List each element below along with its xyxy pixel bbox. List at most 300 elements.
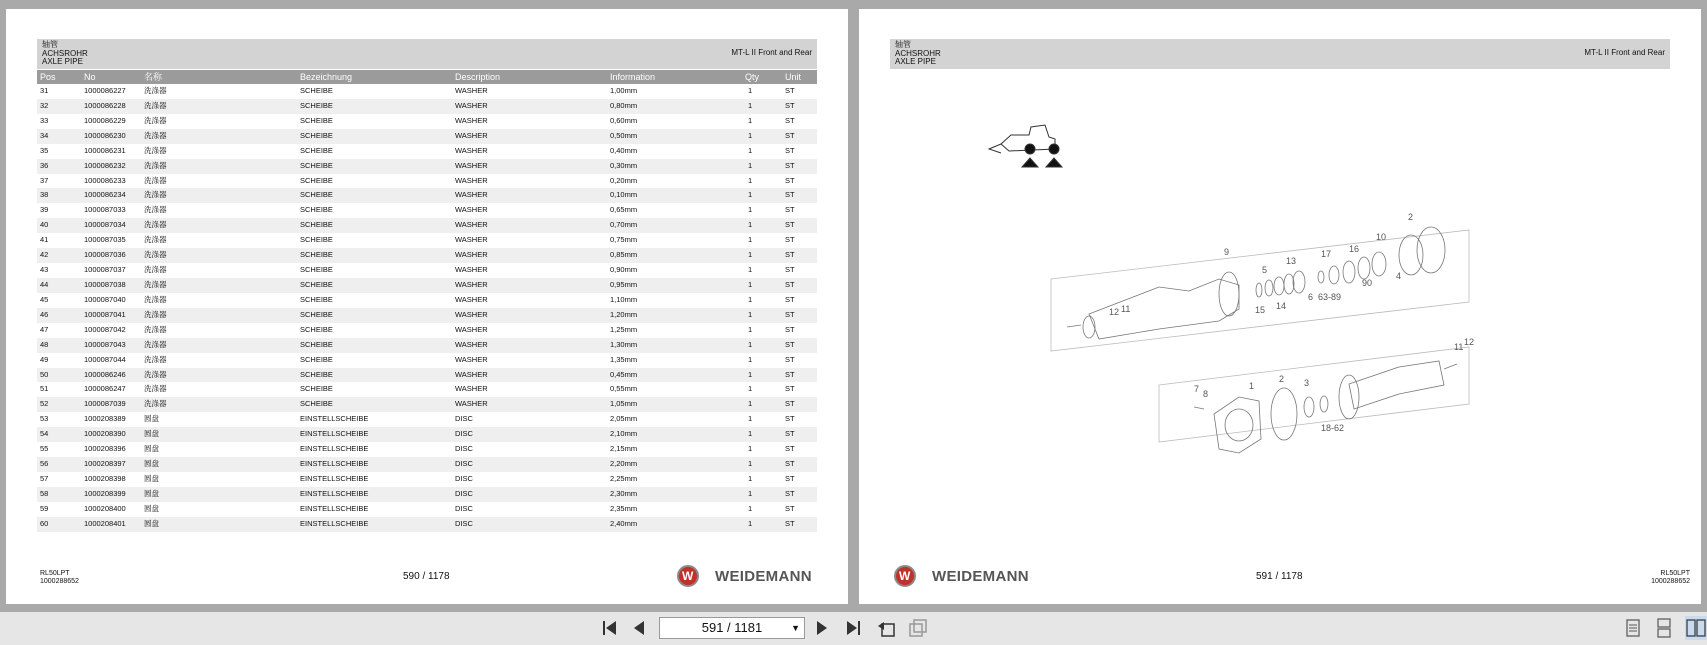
cell-information: 2,10mm bbox=[610, 429, 638, 439]
cell-description: WASHER bbox=[455, 145, 488, 155]
chevron-down-icon[interactable]: ▼ bbox=[791, 623, 800, 633]
cell-unit: ST bbox=[785, 473, 795, 483]
cell-qty: 1 bbox=[748, 429, 753, 439]
cell-description: WASHER bbox=[455, 369, 488, 379]
cell-qty: 1 bbox=[748, 294, 753, 304]
cell-unit: ST bbox=[785, 160, 795, 170]
cell-name-cn: 洗涤器 bbox=[144, 354, 167, 364]
cell-bezeichnung: EINSTELLSCHEIBE bbox=[300, 503, 369, 513]
cell-unit: ST bbox=[785, 100, 795, 110]
header-title-en: AXLE PIPE bbox=[42, 57, 83, 66]
cell-information: 0,45mm bbox=[610, 369, 638, 379]
callout: 1 bbox=[1249, 381, 1255, 391]
cell-pos: 47 bbox=[40, 324, 49, 334]
cell-description: WASHER bbox=[455, 160, 488, 170]
cell-description: WASHER bbox=[455, 175, 488, 185]
cell-pos: 43 bbox=[40, 265, 49, 275]
cell-qty: 1 bbox=[748, 369, 753, 379]
cell-pos: 54 bbox=[40, 429, 49, 439]
cell-qty: 1 bbox=[748, 235, 753, 245]
cell-pos: 48 bbox=[40, 339, 49, 349]
cell-description: WASHER bbox=[455, 250, 488, 260]
cell-part-no: 1000208390 bbox=[84, 429, 126, 439]
cell-bezeichnung: SCHEIBE bbox=[300, 324, 333, 334]
callout-labels bbox=[859, 9, 1701, 604]
cell-name-cn: 圆盘 bbox=[144, 414, 159, 424]
cell-bezeichnung: SCHEIBE bbox=[300, 354, 333, 364]
cell-part-no: 1000208401 bbox=[84, 518, 126, 528]
cell-bezeichnung: EINSTELLSCHEIBE bbox=[300, 459, 369, 469]
cell-qty: 1 bbox=[748, 459, 753, 469]
cell-part-no: 1000086228 bbox=[84, 100, 126, 110]
cell-bezeichnung: SCHEIBE bbox=[300, 384, 333, 394]
single-page-view-icon[interactable] bbox=[1623, 618, 1643, 638]
cell-description: WASHER bbox=[455, 130, 488, 140]
cell-description: DISC bbox=[455, 473, 473, 483]
cell-description: WASHER bbox=[455, 384, 488, 394]
cell-pos: 51 bbox=[40, 384, 49, 394]
cell-name-cn: 圆盘 bbox=[144, 518, 159, 528]
cell-unit: ST bbox=[785, 324, 795, 334]
table-row bbox=[37, 308, 817, 323]
cell-bezeichnung: SCHEIBE bbox=[300, 339, 333, 349]
cell-description: WASHER bbox=[455, 190, 488, 200]
cell-name-cn: 洗涤器 bbox=[144, 130, 167, 140]
col-pos: Pos bbox=[40, 72, 56, 82]
previous-page-icon[interactable] bbox=[629, 618, 649, 638]
cell-bezeichnung: SCHEIBE bbox=[300, 399, 333, 409]
header-title-cn: 轴管 bbox=[895, 40, 911, 49]
cell-bezeichnung: SCHEIBE bbox=[300, 235, 333, 245]
cell-information: 0,50mm bbox=[610, 130, 638, 140]
cell-part-no: 1000086230 bbox=[84, 130, 126, 140]
cell-pos: 41 bbox=[40, 235, 49, 245]
table-row bbox=[37, 502, 817, 517]
cell-name-cn: 洗涤器 bbox=[144, 115, 167, 125]
cell-pos: 34 bbox=[40, 130, 49, 140]
cell-information: 0,60mm bbox=[610, 115, 638, 125]
cell-name-cn: 洗涤器 bbox=[144, 220, 167, 230]
table-row bbox=[37, 442, 817, 457]
col-name-cn: 名称 bbox=[144, 72, 163, 82]
cell-qty: 1 bbox=[748, 160, 753, 170]
last-page-icon[interactable] bbox=[843, 618, 863, 638]
header-assembly: MT-L II Front and Rear bbox=[1584, 48, 1665, 57]
cell-description: DISC bbox=[455, 459, 473, 469]
cell-description: DISC bbox=[455, 414, 473, 424]
cell-part-no: 1000087034 bbox=[84, 220, 126, 230]
cell-bezeichnung: SCHEIBE bbox=[300, 115, 333, 125]
cell-pos: 32 bbox=[40, 100, 49, 110]
header-title-en: AXLE PIPE bbox=[895, 57, 936, 66]
cell-information: 0,55mm bbox=[610, 384, 638, 394]
cell-information: 2,05mm bbox=[610, 414, 638, 424]
cell-information: 2,30mm bbox=[610, 488, 638, 498]
cell-bezeichnung: SCHEIBE bbox=[300, 190, 333, 200]
cell-part-no: 1000087035 bbox=[84, 235, 126, 245]
go-back-view-icon[interactable] bbox=[876, 618, 896, 638]
callout: 15 bbox=[1255, 305, 1266, 315]
cell-qty: 1 bbox=[748, 354, 753, 364]
cell-unit: ST bbox=[785, 384, 795, 394]
cell-qty: 1 bbox=[748, 115, 753, 125]
cell-description: WASHER bbox=[455, 309, 488, 319]
cell-bezeichnung: SCHEIBE bbox=[300, 279, 333, 289]
table-row bbox=[37, 517, 817, 532]
cell-part-no: 1000087042 bbox=[84, 324, 126, 334]
cell-information: 1,10mm bbox=[610, 294, 638, 304]
cell-information: 2,25mm bbox=[610, 473, 638, 483]
cell-name-cn: 圆盘 bbox=[144, 488, 159, 498]
cell-name-cn: 洗涤器 bbox=[144, 399, 167, 409]
cell-qty: 1 bbox=[748, 488, 753, 498]
footer-doc-no: 1000288652 bbox=[40, 578, 79, 585]
cell-unit: ST bbox=[785, 429, 795, 439]
cell-pos: 50 bbox=[40, 369, 49, 379]
table-row bbox=[37, 99, 817, 114]
table-row bbox=[37, 159, 817, 174]
cell-name-cn: 洗涤器 bbox=[144, 250, 167, 260]
cell-qty: 1 bbox=[748, 175, 753, 185]
cell-information: 2,35mm bbox=[610, 503, 638, 513]
table-row bbox=[37, 382, 817, 397]
page-number-input[interactable] bbox=[659, 617, 805, 639]
cell-name-cn: 洗涤器 bbox=[144, 324, 167, 334]
cell-information: 1,25mm bbox=[610, 324, 638, 334]
cell-part-no: 1000086246 bbox=[84, 369, 126, 379]
cell-unit: ST bbox=[785, 250, 795, 260]
table-row bbox=[37, 263, 817, 278]
col-unit: Unit bbox=[785, 72, 802, 82]
cell-name-cn: 洗涤器 bbox=[144, 86, 167, 95]
cell-unit: ST bbox=[785, 414, 795, 424]
cell-name-cn: 洗涤器 bbox=[144, 384, 167, 394]
cell-description: WASHER bbox=[455, 339, 488, 349]
cell-description: DISC bbox=[455, 444, 473, 454]
cell-unit: ST bbox=[785, 205, 795, 215]
cell-information: 0,85mm bbox=[610, 250, 638, 260]
cell-bezeichnung: SCHEIBE bbox=[300, 265, 333, 275]
cell-qty: 1 bbox=[748, 190, 753, 200]
cell-name-cn: 圆盘 bbox=[144, 429, 159, 439]
cell-description: WASHER bbox=[455, 100, 488, 110]
table-row bbox=[37, 144, 817, 159]
cell-bezeichnung: SCHEIBE bbox=[300, 100, 333, 110]
cell-qty: 1 bbox=[748, 265, 753, 275]
cell-part-no: 1000087043 bbox=[84, 339, 126, 349]
cell-information: 2,15mm bbox=[610, 444, 638, 454]
cell-pos: 36 bbox=[40, 160, 49, 170]
cell-qty: 1 bbox=[748, 309, 753, 319]
callout: 90 bbox=[1362, 278, 1373, 288]
callout: 11 bbox=[1454, 342, 1464, 352]
callout: 2 bbox=[1408, 212, 1414, 222]
table-row bbox=[37, 472, 817, 487]
cell-information: 0,20mm bbox=[610, 175, 638, 185]
cell-information: 1,30mm bbox=[610, 339, 638, 349]
table-row bbox=[37, 278, 817, 293]
cell-part-no: 1000086233 bbox=[84, 175, 126, 185]
cell-part-no: 1000208400 bbox=[84, 503, 126, 513]
cell-unit: ST bbox=[785, 220, 795, 230]
table-row bbox=[37, 293, 817, 308]
cell-name-cn: 洗涤器 bbox=[144, 294, 167, 304]
callout: 18-62 bbox=[1321, 423, 1345, 433]
go-forward-view-icon[interactable] bbox=[908, 618, 928, 638]
cell-bezeichnung: SCHEIBE bbox=[300, 130, 333, 140]
table-row bbox=[37, 218, 817, 233]
viewer-toolbar bbox=[0, 612, 1707, 645]
cell-qty: 1 bbox=[748, 414, 753, 424]
cell-information: 1,20mm bbox=[610, 309, 638, 319]
cell-unit: ST bbox=[785, 175, 795, 185]
cell-qty: 1 bbox=[748, 250, 753, 260]
cell-name-cn: 洗涤器 bbox=[144, 145, 167, 155]
cell-part-no: 1000086234 bbox=[84, 190, 126, 200]
callout: 12 bbox=[1109, 307, 1120, 317]
cell-description: WASHER bbox=[455, 265, 488, 275]
cell-pos: 49 bbox=[40, 354, 49, 364]
col-qty: Qty bbox=[745, 72, 760, 82]
callout: 5 bbox=[1262, 265, 1268, 275]
cell-unit: ST bbox=[785, 294, 795, 304]
parts-table-header bbox=[37, 70, 817, 84]
cell-part-no: 1000087033 bbox=[84, 205, 126, 215]
cell-information: 0,30mm bbox=[610, 160, 638, 170]
header-assembly: MT-L II Front and Rear bbox=[731, 48, 812, 57]
weidemann-logo-icon bbox=[894, 565, 916, 587]
document-page-left bbox=[6, 9, 848, 604]
table-row bbox=[37, 129, 817, 144]
cell-part-no: 1000087039 bbox=[84, 399, 126, 409]
callout: 3 bbox=[1304, 378, 1310, 388]
cell-pos: 42 bbox=[40, 250, 49, 260]
next-page-icon[interactable] bbox=[812, 618, 832, 638]
cell-unit: ST bbox=[785, 399, 795, 409]
cell-pos: 45 bbox=[40, 294, 49, 304]
cell-bezeichnung: SCHEIBE bbox=[300, 220, 333, 230]
cell-part-no: 1000086229 bbox=[84, 115, 126, 125]
cell-name-cn: 圆盘 bbox=[144, 503, 159, 513]
cell-description: WASHER bbox=[455, 205, 488, 215]
cell-unit: ST bbox=[785, 145, 795, 155]
cell-information: 1,35mm bbox=[610, 354, 638, 364]
callout: 8 bbox=[1203, 389, 1209, 399]
cell-unit: ST bbox=[785, 503, 795, 513]
callout: 16 bbox=[1349, 244, 1360, 254]
cell-name-cn: 洗涤器 bbox=[144, 309, 167, 319]
cell-part-no: 1000087037 bbox=[84, 265, 126, 275]
cell-pos: 58 bbox=[40, 488, 49, 498]
cell-bezeichnung: EINSTELLSCHEIBE bbox=[300, 473, 369, 483]
cell-unit: ST bbox=[785, 518, 795, 528]
cell-qty: 1 bbox=[748, 503, 753, 513]
page-number: 590 / 1178 bbox=[403, 571, 450, 582]
table-row bbox=[37, 412, 817, 427]
footer-model: RL50LPT bbox=[40, 570, 70, 577]
cell-information: 0,75mm bbox=[610, 235, 638, 245]
cell-qty: 1 bbox=[748, 220, 753, 230]
two-page-view-icon[interactable] bbox=[1685, 616, 1707, 640]
cell-name-cn: 洗涤器 bbox=[144, 279, 167, 289]
col-description: Description bbox=[455, 72, 501, 82]
cell-bezeichnung: SCHEIBE bbox=[300, 86, 333, 95]
cell-description: WASHER bbox=[455, 115, 488, 125]
callout: 12 bbox=[1464, 337, 1475, 347]
cell-name-cn: 洗涤器 bbox=[144, 190, 167, 200]
cell-unit: ST bbox=[785, 235, 795, 245]
brand-wordmark: WEIDEMANN bbox=[715, 567, 812, 585]
cell-description: WASHER bbox=[455, 86, 488, 95]
cell-information: 1,00mm bbox=[610, 86, 638, 95]
callout: 63-89 bbox=[1318, 292, 1342, 302]
cell-name-cn: 洗涤器 bbox=[144, 100, 167, 110]
cell-bezeichnung: SCHEIBE bbox=[300, 160, 333, 170]
table-row bbox=[37, 427, 817, 442]
page-number: 591 / 1178 bbox=[1256, 571, 1303, 582]
cell-bezeichnung: SCHEIBE bbox=[300, 294, 333, 304]
cell-pos: 31 bbox=[40, 86, 49, 95]
cell-unit: ST bbox=[785, 130, 795, 140]
callout: 4 bbox=[1396, 271, 1402, 281]
table-row bbox=[37, 233, 817, 248]
cell-pos: 55 bbox=[40, 444, 49, 454]
cell-unit: ST bbox=[785, 339, 795, 349]
cell-description: WASHER bbox=[455, 220, 488, 230]
cell-name-cn: 洗涤器 bbox=[144, 160, 167, 170]
cell-information: 2,20mm bbox=[610, 459, 638, 469]
cell-part-no: 1000087036 bbox=[84, 250, 126, 260]
cell-information: 0,65mm bbox=[610, 205, 638, 215]
footer-ids bbox=[1651, 570, 1690, 586]
header-title-cn: 轴管 bbox=[42, 40, 58, 49]
cell-name-cn: 洗涤器 bbox=[144, 235, 167, 245]
cell-bezeichnung: EINSTELLSCHEIBE bbox=[300, 429, 369, 439]
cell-qty: 1 bbox=[748, 279, 753, 289]
cell-part-no: 1000208397 bbox=[84, 459, 126, 469]
cell-information: 0,95mm bbox=[610, 279, 638, 289]
cell-unit: ST bbox=[785, 265, 795, 275]
cell-qty: 1 bbox=[748, 86, 753, 95]
cell-part-no: 1000087040 bbox=[84, 294, 126, 304]
cell-description: WASHER bbox=[455, 279, 488, 289]
cell-description: WASHER bbox=[455, 354, 488, 364]
cell-bezeichnung: EINSTELLSCHEIBE bbox=[300, 414, 369, 424]
cell-qty: 1 bbox=[748, 145, 753, 155]
cell-unit: ST bbox=[785, 488, 795, 498]
cell-pos: 60 bbox=[40, 518, 49, 528]
cell-description: DISC bbox=[455, 488, 473, 498]
cell-name-cn: 洗涤器 bbox=[144, 339, 167, 349]
continuous-view-icon[interactable] bbox=[1654, 618, 1674, 638]
cell-part-no: 1000086227 bbox=[84, 86, 126, 95]
cell-pos: 39 bbox=[40, 205, 49, 215]
cell-information: 1,05mm bbox=[610, 399, 638, 409]
table-row bbox=[37, 487, 817, 502]
cell-bezeichnung: SCHEIBE bbox=[300, 205, 333, 215]
cell-description: WASHER bbox=[455, 235, 488, 245]
cell-unit: ST bbox=[785, 459, 795, 469]
cell-part-no: 1000086247 bbox=[84, 384, 126, 394]
cell-qty: 1 bbox=[748, 324, 753, 334]
cell-unit: ST bbox=[785, 354, 795, 364]
weidemann-logo-icon bbox=[677, 565, 699, 587]
table-row bbox=[37, 114, 817, 129]
cell-pos: 53 bbox=[40, 414, 49, 424]
table-row bbox=[37, 248, 817, 263]
cell-pos: 37 bbox=[40, 175, 49, 185]
cell-bezeichnung: SCHEIBE bbox=[300, 250, 333, 260]
cell-pos: 35 bbox=[40, 145, 49, 155]
cell-description: DISC bbox=[455, 503, 473, 513]
brand-logo bbox=[894, 565, 1029, 587]
callout: 10 bbox=[1376, 232, 1387, 242]
cell-unit: ST bbox=[785, 115, 795, 125]
col-bezeichnung: Bezeichnung bbox=[300, 72, 353, 82]
first-page-icon[interactable] bbox=[600, 618, 620, 638]
cell-unit: ST bbox=[785, 444, 795, 454]
cell-bezeichnung: SCHEIBE bbox=[300, 369, 333, 379]
cell-qty: 1 bbox=[748, 339, 753, 349]
cell-bezeichnung: EINSTELLSCHEIBE bbox=[300, 488, 369, 498]
cell-name-cn: 洗涤器 bbox=[144, 369, 167, 379]
page-number-value: 591 / 1181 bbox=[701, 620, 763, 635]
brand-wordmark: WEIDEMANN bbox=[932, 567, 1029, 585]
cell-part-no: 1000087038 bbox=[84, 279, 126, 289]
cell-unit: ST bbox=[785, 309, 795, 319]
table-row bbox=[37, 338, 817, 353]
cell-information: 0,90mm bbox=[610, 265, 638, 275]
table-row bbox=[37, 457, 817, 472]
brand-logo bbox=[677, 565, 812, 587]
cell-part-no: 1000086232 bbox=[84, 160, 126, 170]
cell-name-cn: 圆盘 bbox=[144, 459, 159, 469]
cell-description: WASHER bbox=[455, 324, 488, 334]
cell-pos: 52 bbox=[40, 399, 49, 409]
cell-qty: 1 bbox=[748, 399, 753, 409]
cell-information: 0,40mm bbox=[610, 145, 638, 155]
cell-qty: 1 bbox=[748, 100, 753, 110]
cell-part-no: 1000087044 bbox=[84, 354, 126, 364]
cell-part-no: 1000208398 bbox=[84, 473, 126, 483]
cell-pos: 44 bbox=[40, 279, 49, 289]
cell-bezeichnung: SCHEIBE bbox=[300, 175, 333, 185]
cell-information: 0,70mm bbox=[610, 220, 638, 230]
cell-unit: ST bbox=[785, 369, 795, 379]
cell-qty: 1 bbox=[748, 444, 753, 454]
footer-doc-no: 1000288652 bbox=[1651, 578, 1690, 585]
cell-description: DISC bbox=[455, 429, 473, 439]
cell-description: DISC bbox=[455, 518, 473, 528]
callout: 9 bbox=[1224, 247, 1230, 257]
cell-pos: 46 bbox=[40, 309, 49, 319]
cell-description: WASHER bbox=[455, 294, 488, 304]
cell-pos: 56 bbox=[40, 459, 49, 469]
cell-information: 0,80mm bbox=[610, 100, 638, 110]
table-row bbox=[37, 203, 817, 218]
section-header bbox=[37, 39, 817, 69]
cell-unit: ST bbox=[785, 279, 795, 289]
cell-name-cn: 圆盘 bbox=[144, 444, 159, 454]
cell-name-cn: 洗涤器 bbox=[144, 205, 167, 215]
callout: 2 bbox=[1279, 374, 1285, 384]
parts-table-body bbox=[37, 84, 817, 532]
table-row bbox=[37, 368, 817, 383]
callout: 17 bbox=[1321, 249, 1332, 259]
cell-pos: 40 bbox=[40, 220, 49, 230]
cell-part-no: 1000208396 bbox=[84, 444, 126, 454]
callout: 13 bbox=[1286, 256, 1297, 266]
